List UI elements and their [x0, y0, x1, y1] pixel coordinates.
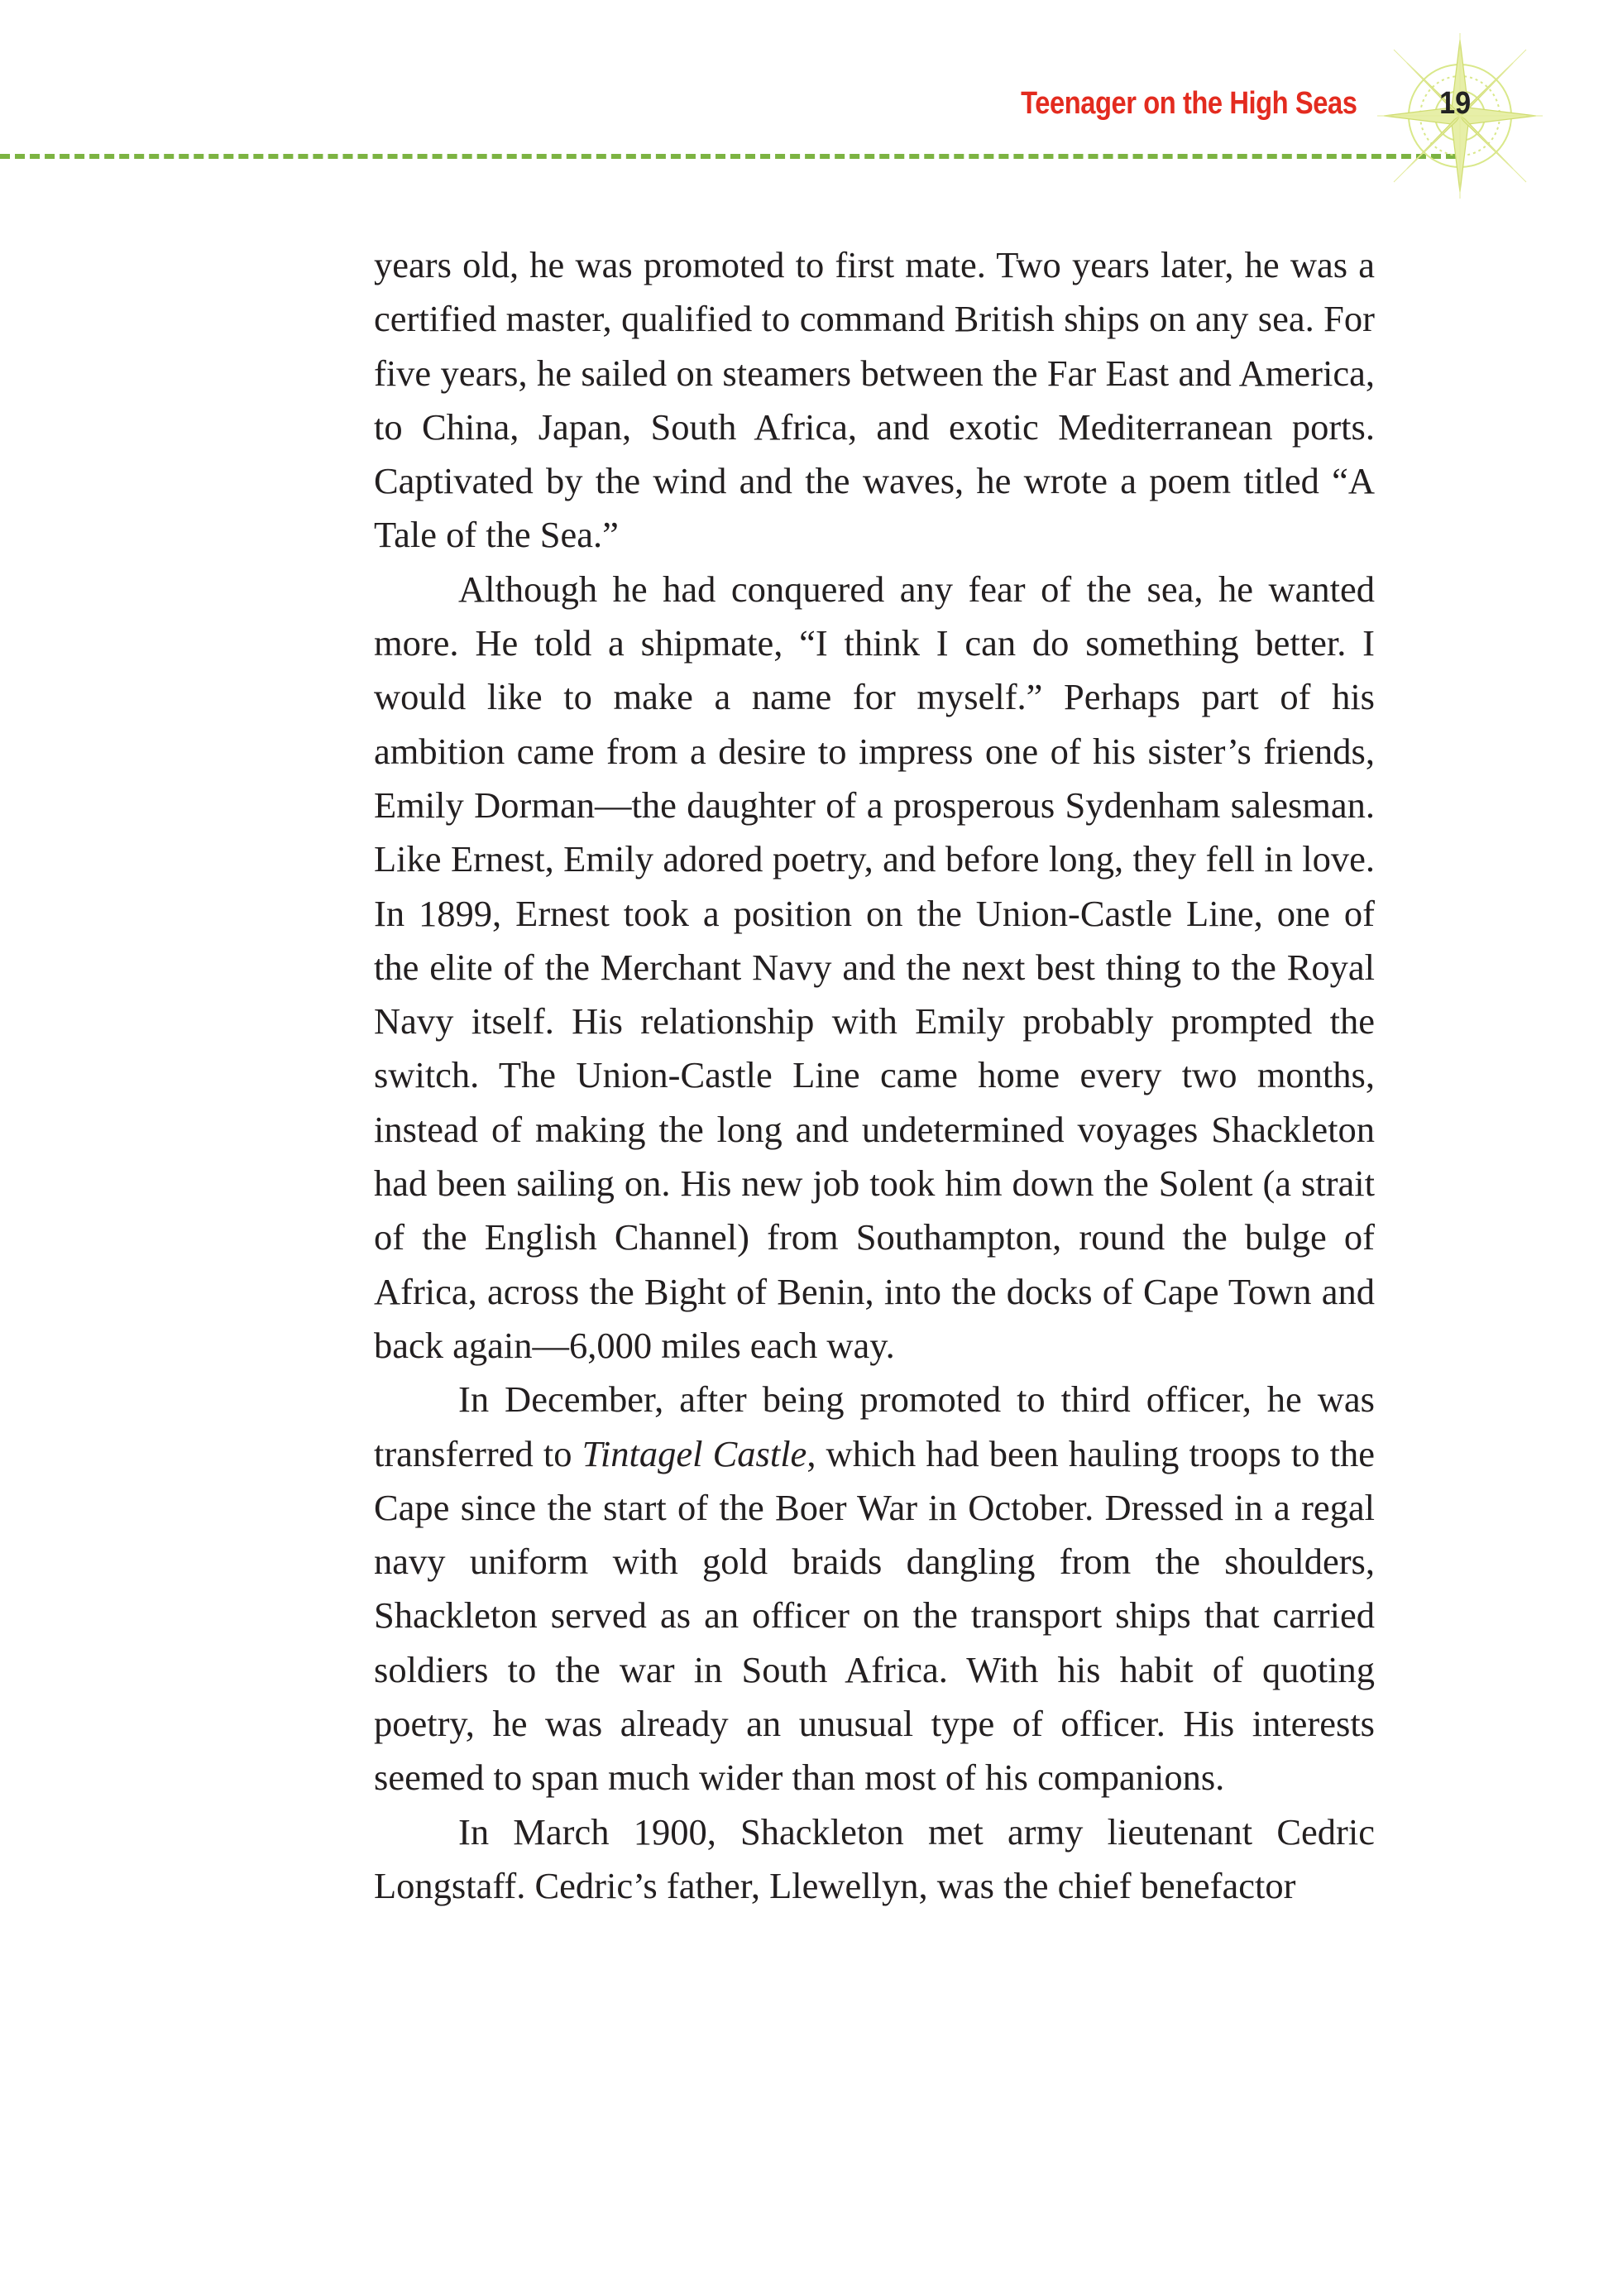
page-number: 19 [1439, 86, 1472, 121]
header-dashed-rule [0, 154, 1456, 159]
running-title: Teenager on the High Seas [1020, 86, 1357, 121]
paragraph-3 [374, 1373, 1375, 1805]
text-run: years old, he was promoted to first mate. Two years later, he was a certified master, qualified to command British ships on any sea. For five years, he sailed on steamers between the Far East and America, to China, Japan, South Africa, and exotic Mediterranean ports. Captivated by the wind and the waves, he wrote a poem titled “A Tale of the Sea.” [374, 244, 1375, 556]
text-run: In December, after being promoted to third officer, he was transferred to [374, 1378, 1375, 1474]
paragraph-2 [374, 563, 1375, 1373]
text-run: , which had been hauling troops to the Cape since the start of the Boer War in October. Dressed in a regal navy uniform with gold braids dangling from the shoulders, Shackleton served as an officer on the transport ships that carried soldiers to the war in South Africa. With his habit of quoting poetry, he was already an unusual type of officer. His interests seemed to span much wider than most of his companions. [374, 1432, 1375, 1799]
text-run: In March 1900, Shackleton met army lieutenant Cedric Longstaff. Cedric’s father, Llewellyn, was the chief benefactor [374, 1810, 1375, 1906]
paragraph-1 [374, 238, 1375, 563]
italic-title: Tintagel Castle [582, 1432, 807, 1474]
body-text [374, 238, 1375, 1913]
text-run: Although he had conquered any fear of the sea, he wanted more. He told a shipmate, “I think I can do something better. I would like to make a name for myself.” Perhaps part of his ambition came from a desire to impress one of his sister’s friends, Emily Dorman—the daughter of a prosperous Sydenham salesman. Like Ernest, Emily adored poetry, and before long, they fell in love. In 1899, Ernest took a position on the Union-Castle Line, one of the elite of the Merchant Navy and the next best thing to the Royal Navy itself. His relationship with Emily probably prompted the switch. The Union-Castle Line came home every two months, instead of making the long and undetermined voyages Shackleton had been sailing on. His new job took him down the Solent (a strait of the English Channel) from Southampton, round the bulge of Africa, across the Bight of Benin, into the docks of Cape Town and back again—6,000 miles each way. [374, 568, 1375, 1366]
paragraph-4 [374, 1805, 1375, 1914]
page-header [0, 0, 1613, 190]
